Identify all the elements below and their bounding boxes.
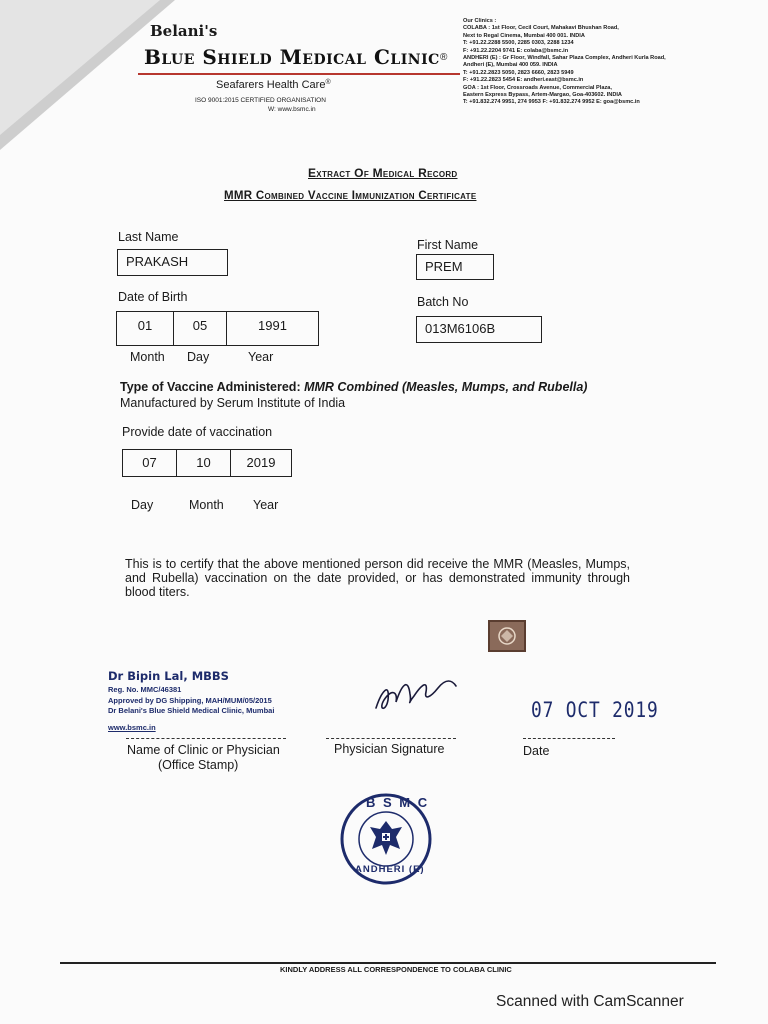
clinic-tagline: [216, 79, 331, 91]
iso-certification: ISO 9001:2015 CERTIFIED ORGANISATION: [195, 97, 326, 104]
date-stamp: 07 OCT 2019: [531, 698, 659, 722]
seal-bottom-text: ANDHERI (E): [355, 864, 425, 875]
vacc-month-label: Month: [189, 498, 224, 512]
vacc-year-cell: 2019: [230, 449, 292, 477]
vaccine-type: [120, 380, 587, 394]
dob-month-label: Month: [130, 350, 165, 364]
certification-text: This is to certify that the above mentioned person did receive the MMR (Measles, Mumps, and Rubella) vaccination on the date provided, or has demonstrated immunity through blood titers.: [125, 557, 630, 599]
dob-day-cell: 05: [173, 311, 227, 346]
clinic-seal: [340, 793, 432, 885]
physician-clinic: Dr Belani's Blue Shield Medical Clinic, Mumbai: [108, 706, 275, 715]
vaccine-type-value: MMR Combined (Measles, Mumps, and Rubella): [304, 380, 588, 394]
clinics-line: F: +91.22.2204 9741 E: colaba@bsmc.in: [463, 47, 569, 54]
clinic-name: Blue Shield Medical Clinic: [144, 45, 440, 69]
last-name-field: PRAKASH: [117, 249, 228, 276]
physician-approval: Approved by DG Shipping, MAH/MUM/05/2015: [108, 696, 272, 705]
clinic-addresses: [463, 18, 723, 107]
signature-line: [326, 738, 456, 739]
office-stamp-label: (Office Stamp): [158, 758, 239, 772]
page-corner-fold: [0, 0, 160, 135]
batch-label: Batch No: [417, 295, 469, 309]
clinics-line: Next to Regal Cinema, Mumbai 400 001. INDIA: [463, 32, 585, 39]
vaccine-type-label: Type of Vaccine Administered:: [120, 380, 301, 394]
clinic-prefix: Belani's: [150, 22, 218, 40]
correspondence-note: KINDLY ADDRESS ALL CORRESPONDENCE TO COLABA CLINIC: [280, 965, 512, 974]
certificate-title: MMR Combined Vaccine Immunization Certificate: [224, 190, 477, 202]
batch-no-field: 013M6106B: [416, 316, 542, 343]
clinics-line: Eastern Express Bypass, Artem-Margao, Goa-403602. INDIA: [463, 92, 622, 99]
physician-website: www.bsmc.in: [108, 723, 156, 732]
dob-year-cell: 1991: [226, 311, 319, 346]
dob-label: Date of Birth: [118, 290, 188, 304]
clinics-line: GOA : 1st Floor, Crossroads Avenue, Commercial Plaza,: [463, 84, 612, 91]
registered-mark: ®: [440, 52, 448, 63]
physician-name: Dr Bipin Lal, MBBS: [108, 669, 229, 683]
seal-top-text: B S M C: [366, 795, 430, 810]
physician-signature-mark: [368, 670, 468, 720]
vaccination-date-label: Provide date of vaccination: [122, 425, 273, 439]
clinic-stamp-line: [126, 738, 286, 739]
clinics-line: T: +91.22.2823 5050, 2823 6660, 2823 5949: [463, 69, 574, 76]
dob-day-label: Day: [187, 350, 210, 364]
clinics-line: Our Clinics :: [463, 18, 497, 24]
clinic-website: W: www.bsmc.in: [268, 106, 316, 113]
vacc-year-label: Year: [253, 498, 279, 512]
clinics-line: COLABA : 1st Floor, Cecil Court, Mahakavi Bhushan Road,: [463, 25, 619, 32]
tagline-text: Seafarers Health Care: [216, 79, 326, 91]
manufacturer: Manufactured by Serum Institute of India: [120, 396, 346, 410]
dob-year-label: Year: [248, 350, 274, 364]
vacc-day-label: Day: [131, 498, 154, 512]
date-line: [523, 738, 615, 739]
letterhead-rule: [138, 73, 460, 75]
footer-rule: [60, 962, 716, 964]
signature-label: Physician Signature: [334, 742, 445, 756]
clinics-line: Andheri (E), Mumbai 400 059. INDIA: [463, 62, 558, 69]
clinics-line: F: +91.22.2823 5454 E: andheri.east@bsmc.in: [463, 77, 584, 84]
last-name-label: Last Name: [118, 230, 179, 244]
vacc-month-cell: 10: [176, 449, 231, 477]
clinics-line: ANDHERI (E) : Gr Floor, Windfall, Sahar Plaza Complex, Andheri Kurla Road,: [463, 55, 666, 62]
first-name-label: First Name: [417, 238, 479, 252]
camscanner-watermark: Scanned with CamScanner: [496, 993, 684, 1010]
clinics-line: T: +91.22.2288 5500, 2285 0303, 2288 1234: [463, 40, 574, 47]
small-emblem-stamp: [488, 620, 526, 652]
extract-title: Extract Of Medical Record: [308, 166, 458, 180]
emblem-icon: [490, 622, 524, 650]
date-label: Date: [523, 744, 550, 758]
clinics-line: T: +91.832.274 9951, 274 9953 F: +91.832.274 9952 E: goa@bsmc.in: [463, 99, 640, 106]
first-name-field: PREM: [416, 254, 494, 280]
vacc-day-cell: 07: [122, 449, 177, 477]
tagline-registered-mark: ®: [325, 79, 331, 86]
clinic-stamp-label: Name of Clinic or Physician: [127, 743, 280, 757]
dob-month-cell: 01: [116, 311, 174, 346]
physician-reg: Reg. No. MMC/46381: [108, 685, 182, 694]
